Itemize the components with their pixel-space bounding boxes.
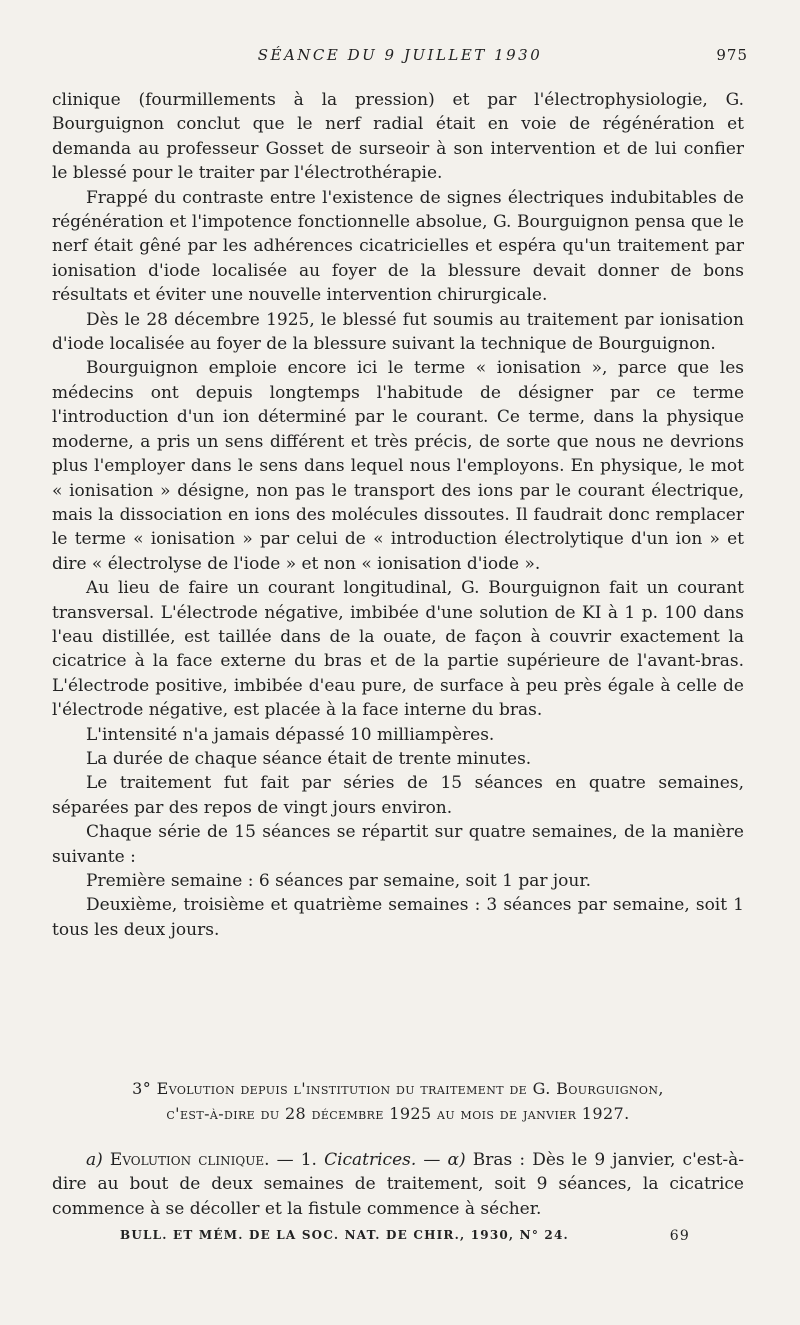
label-alpha: α) (447, 1150, 466, 1170)
section-heading-line-1: 3° Evolution depuis l'institution du traitement de G. Bourguignon, (132, 1079, 664, 1098)
body-text (52, 88, 744, 942)
signature-number: 69 (669, 1228, 690, 1244)
paragraph: Bourguignon emploie encore ici le terme « ionisation », parce que les médecins ont depuis longtemps l'habitude de désigner par ce terme l'introduction d'un ion déterminé par le courant. Ce terme, dans la physique moderne, a pris un sens différent et très précis, de sorte que nous ne devrions plus l'employer dans le sens dans lequel nous l'employons. En physique, le mot « ionisation » désigne, non pas le transport des ions par le courant électrique, mais la dissociation en ions des molécules dissoutes. Il faudrait donc remplacer le terme « ionisation » par celui de « introduction électrolytique d'un ion » et dire « électrolyse de l'iode » et non « ionisation d'iode ». (52, 358, 744, 574)
final-text: Bras : Dès le 9 janvier, c'est-à-dire au bout de deux semaines de traitement, soit 9 séances, la cicatrice commence à se décoller et la fistule commence à sécher. (52, 1150, 744, 1219)
label-cicatrices: Cicatrices. (324, 1150, 417, 1170)
paragraph: Première semaine : 6 séances par semaine, soit 1 par jour. (86, 871, 592, 891)
footer-citation: BULL. ET MÉM. DE LA SOC. NAT. DE CHIR., 1930, N° 24. (120, 1228, 569, 1242)
label-evolution: Evolution clinique. (109, 1150, 270, 1170)
section-heading (52, 1076, 744, 1126)
running-title: SÉANCE DU 9 JUILLET 1930 (257, 46, 543, 64)
paragraph: La durée de chaque séance était de trente minutes. (86, 748, 532, 769)
paragraph: Le traitement fut fait par séries de 15 séances en quatre semaines, séparées par des repos de vingt jours environ. (52, 773, 744, 818)
paragraph: Frappé du contraste entre l'existence de signes électriques indubitables de régénération et l'impotence fonctionnelle absolue, G. Bourguignon pensa que le nerf était gêné par les adhérences cicatricielles et espéra qu'un traitement par ionisation d'iode localisée au foyer de la blessure devait donner de bons résultats et éviter une nouvelle intervention chirurgicale. (52, 187, 744, 306)
paragraph: Chaque série de 15 séances se répartit sur quatre semaines, de la manière suivante : (52, 822, 744, 867)
paragraph: clinique (fourmillements à la pression) et par l'électrophysiologie, G. Bourguignon conclut que le nerf radial était en voie de régénération et demanda au professeur Gosset de surseoir à son intervention et de lui confier le blessé pour le traiter par l'électrothérapie. (52, 90, 744, 184)
final-paragraph (52, 1148, 744, 1221)
footer (120, 1228, 690, 1242)
final-paragraph-block (52, 1148, 744, 1221)
page-number: 975 (716, 46, 748, 64)
dash-1: — 1. (269, 1150, 325, 1170)
running-header (52, 46, 748, 68)
paragraph: Dès le 28 décembre 1925, le blessé fut soumis au traitement par ionisation d'iode localisée au foyer de la blessure suivant la technique de Bourguignon. (52, 309, 744, 355)
section-heading-line-2: c'est-à-dire du 28 décembre 1925 au mois de janvier 1927. (166, 1104, 630, 1123)
dash-2: — (416, 1150, 448, 1170)
paragraph: L'intensité n'a jamais dépassé 10 milliampères. (86, 724, 495, 745)
label-a: a) (86, 1150, 103, 1170)
paragraph: Au lieu de faire un courant longitudinal, G. Bourguignon fait un courant transversal. L'électrode négative, imbibée d'une solution de KI à 1 p. 100 dans l'eau distillée, est taillée dans de la ouate, de façon à couvrir exactement la cicatrice à la face externe du bras et de la partie supérieure de l'avant-bras. L'électrode positive, imbibée d'eau pure, de surface à peu près égale à celle de l'électrode négative, est placée à la face interne du bras. (52, 578, 744, 721)
paragraph: Deuxième, troisième et quatrième semaines : 3 séances par semaine, soit 1 tous les deux jours. (52, 895, 744, 940)
